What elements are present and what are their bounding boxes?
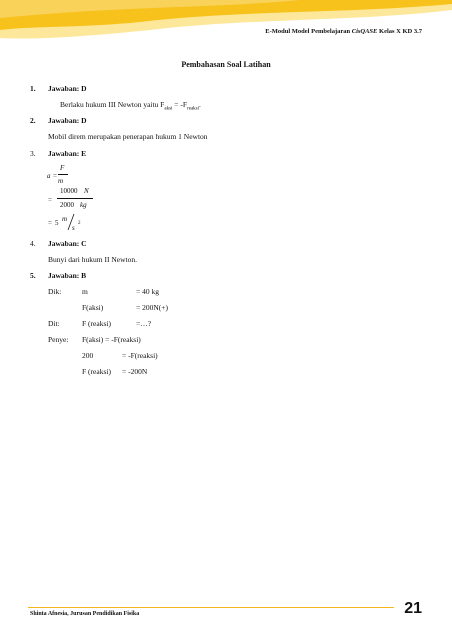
page-title: Pembahasan Soal Latihan — [181, 60, 271, 69]
dik-name: m — [82, 287, 88, 296]
item-number: 3. — [30, 149, 36, 158]
dit-value: =…? — [136, 319, 152, 328]
penye-step: F (reaksi) — [82, 367, 111, 376]
answer-label: Jawaban: D — [48, 116, 87, 125]
dit-label: Dit: — [48, 319, 60, 328]
penye-value: = -200N — [122, 367, 148, 376]
answer-label: Jawaban: E — [48, 149, 87, 158]
answer-label: Jawaban: B — [48, 271, 87, 280]
header-title: E-Modul Model Pembelajaran CisQASE Kelas X KD 3.7 — [265, 28, 422, 35]
dik-label: Dik: — [48, 287, 62, 296]
dik-name: F(aksi) — [82, 303, 104, 312]
page-number: 21 — [404, 600, 422, 617]
dit-name: F (reaksi) — [82, 319, 111, 328]
answer-label: Jawaban: D — [48, 84, 87, 93]
item-number: 2. — [30, 116, 36, 125]
penye-step: F(aksi) = -F(reaksi) — [82, 335, 141, 344]
penye-value: = -F(reaksi) — [122, 351, 158, 360]
penye-label: Penye: — [48, 335, 69, 344]
answer-explanation-1: Berlaku hukum III Newton yaitu $F_{aksi} = -F_{reaksi}$. — [60, 100, 201, 112]
item-number: 4. — [30, 239, 36, 248]
answer-label: Jawaban: C — [48, 239, 87, 248]
footer-divider — [28, 607, 394, 608]
item-number: 1. — [30, 84, 36, 93]
answer-explanation-2: Mobil direm merupakan penerapan hukum 1 Newton — [48, 132, 208, 141]
dik-value: = 200N(+) — [136, 303, 168, 312]
dik-value: = 40 kg — [136, 287, 159, 296]
penye-step: 200 — [82, 351, 94, 360]
footer-author: Shinta Afnesia, Jurusan Pendidikan Fisika — [30, 611, 140, 617]
answer-explanation-4: Bunyi dari hukum II Newton. — [48, 255, 137, 264]
item-number: 5. — [30, 271, 36, 280]
